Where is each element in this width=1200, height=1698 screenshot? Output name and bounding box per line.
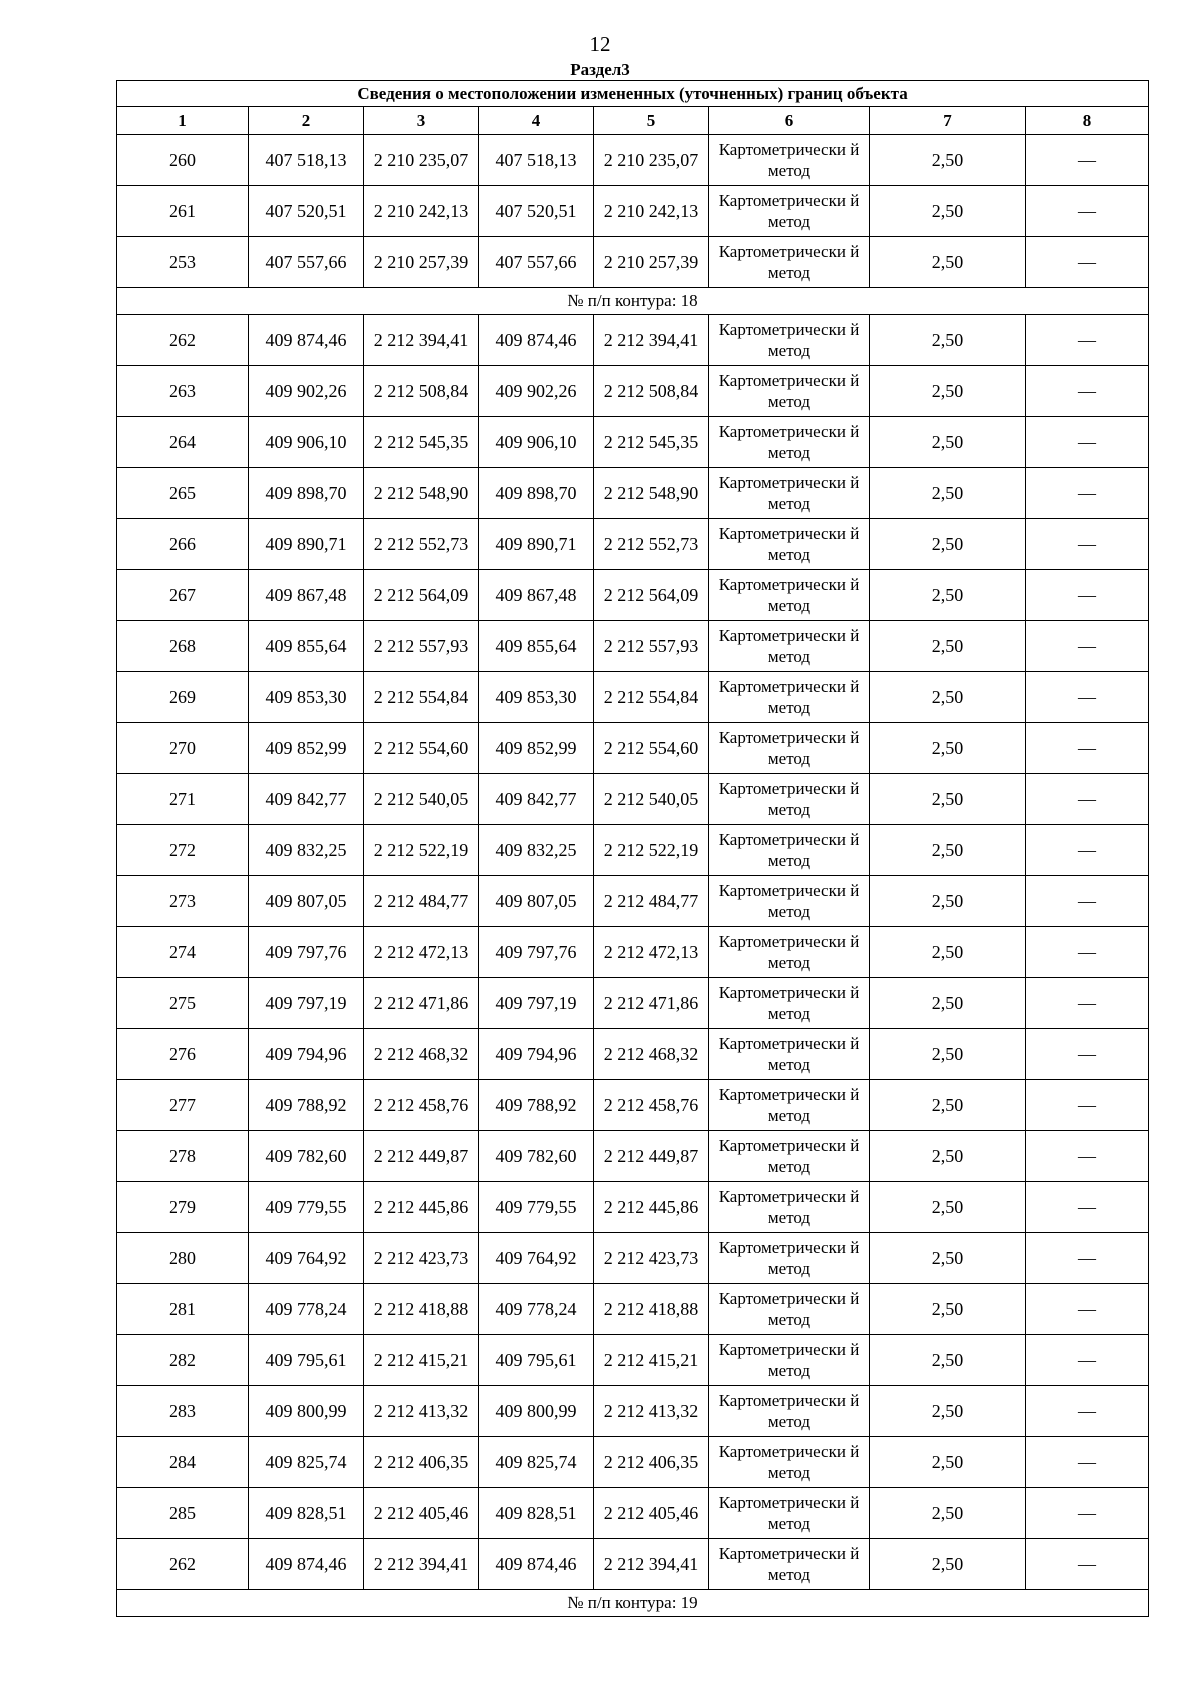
cell-x-old: 409 797,19	[249, 978, 364, 1029]
cell-y-old: 2 210 242,13	[364, 186, 479, 237]
cell-description: —	[1026, 1080, 1149, 1131]
cell-precision: 2,50	[870, 315, 1026, 366]
table-row	[117, 417, 1149, 468]
cell-precision: 2,50	[870, 1131, 1026, 1182]
cell-x-old: 409 797,76	[249, 927, 364, 978]
cell-point-number: 261	[117, 186, 249, 237]
section-title: Раздел3	[570, 60, 630, 79]
cell-method: Картометрически й метод	[709, 1233, 870, 1284]
cell-precision: 2,50	[870, 1488, 1026, 1539]
cell-point-number: 269	[117, 672, 249, 723]
cell-description: —	[1026, 672, 1149, 723]
cell-description: —	[1026, 570, 1149, 621]
cell-point-number: 272	[117, 825, 249, 876]
cell-precision: 2,50	[870, 519, 1026, 570]
table-row	[117, 366, 1149, 417]
cell-point-number: 285	[117, 1488, 249, 1539]
cell-y-old: 2 212 449,87	[364, 1131, 479, 1182]
cell-precision: 2,50	[870, 774, 1026, 825]
cell-description: —	[1026, 135, 1149, 186]
cell-precision: 2,50	[870, 237, 1026, 288]
cell-y-new: 2 210 235,07	[594, 135, 709, 186]
cell-point-number: 277	[117, 1080, 249, 1131]
table-row	[117, 1029, 1149, 1080]
cell-method: Картометрически й метод	[709, 570, 870, 621]
cell-x-new: 409 800,99	[479, 1386, 594, 1437]
cell-precision: 2,50	[870, 1233, 1026, 1284]
cell-precision: 2,50	[870, 825, 1026, 876]
cell-x-new: 407 557,66	[479, 237, 594, 288]
cell-y-new: 2 212 415,21	[594, 1335, 709, 1386]
cell-x-new: 409 782,60	[479, 1131, 594, 1182]
contour-row	[117, 1590, 1149, 1617]
cell-x-old: 409 800,99	[249, 1386, 364, 1437]
cell-y-old: 2 212 564,09	[364, 570, 479, 621]
cell-method: Картометрически й метод	[709, 417, 870, 468]
boundary-coordinates-table	[116, 80, 1149, 1617]
cell-x-old: 409 794,96	[249, 1029, 364, 1080]
cell-y-new: 2 210 257,39	[594, 237, 709, 288]
cell-method: Картометрически й метод	[709, 366, 870, 417]
cell-method: Картометрически й метод	[709, 468, 870, 519]
cell-y-new: 2 212 418,88	[594, 1284, 709, 1335]
cell-x-new: 409 779,55	[479, 1182, 594, 1233]
cell-precision: 2,50	[870, 1182, 1026, 1233]
cell-precision: 2,50	[870, 1080, 1026, 1131]
cell-y-new: 2 212 557,93	[594, 621, 709, 672]
cell-x-old: 409 867,48	[249, 570, 364, 621]
cell-y-old: 2 212 413,32	[364, 1386, 479, 1437]
cell-point-number: 268	[117, 621, 249, 672]
cell-description: —	[1026, 978, 1149, 1029]
cell-y-new: 2 212 458,76	[594, 1080, 709, 1131]
cell-method: Картометрически й метод	[709, 1029, 870, 1080]
cell-point-number: 274	[117, 927, 249, 978]
cell-method: Картометрически й метод	[709, 186, 870, 237]
cell-description: —	[1026, 1284, 1149, 1335]
cell-method: Картометрически й метод	[709, 1335, 870, 1386]
cell-point-number: 253	[117, 237, 249, 288]
cell-x-new: 409 890,71	[479, 519, 594, 570]
cell-point-number: 262	[117, 1539, 249, 1590]
cell-description: —	[1026, 1233, 1149, 1284]
cell-point-number: 284	[117, 1437, 249, 1488]
cell-x-old: 409 890,71	[249, 519, 364, 570]
cell-method: Картометрически й метод	[709, 1386, 870, 1437]
cell-description: —	[1026, 1437, 1149, 1488]
table-row	[117, 1131, 1149, 1182]
cell-description: —	[1026, 1029, 1149, 1080]
table-row	[117, 1437, 1149, 1488]
cell-precision: 2,50	[870, 1437, 1026, 1488]
cell-y-new: 2 212 552,73	[594, 519, 709, 570]
table-row	[117, 135, 1149, 186]
cell-x-new: 409 794,96	[479, 1029, 594, 1080]
table-row	[117, 1182, 1149, 1233]
cell-description: —	[1026, 366, 1149, 417]
cell-method: Картометрически й метод	[709, 1131, 870, 1182]
cell-description: —	[1026, 519, 1149, 570]
cell-x-new: 409 898,70	[479, 468, 594, 519]
cell-y-old: 2 212 540,05	[364, 774, 479, 825]
cell-y-old: 2 212 552,73	[364, 519, 479, 570]
column-header: 4	[479, 107, 594, 135]
cell-x-old: 409 906,10	[249, 417, 364, 468]
cell-y-old: 2 212 472,13	[364, 927, 479, 978]
cell-description: —	[1026, 1539, 1149, 1590]
column-header: 6	[709, 107, 870, 135]
table-row	[117, 1539, 1149, 1590]
cell-precision: 2,50	[870, 927, 1026, 978]
cell-x-old: 409 853,30	[249, 672, 364, 723]
table-row	[117, 825, 1149, 876]
cell-point-number: 264	[117, 417, 249, 468]
cell-description: —	[1026, 927, 1149, 978]
table-row	[117, 774, 1149, 825]
cell-method: Картометрически й метод	[709, 1437, 870, 1488]
cell-x-old: 409 807,05	[249, 876, 364, 927]
cell-y-old: 2 212 548,90	[364, 468, 479, 519]
cell-method: Картометрически й метод	[709, 1539, 870, 1590]
cell-x-new: 407 520,51	[479, 186, 594, 237]
cell-method: Картометрически й метод	[709, 774, 870, 825]
table-row	[117, 186, 1149, 237]
cell-method: Картометрически й метод	[709, 237, 870, 288]
table-row	[117, 978, 1149, 1029]
cell-point-number: 273	[117, 876, 249, 927]
cell-x-new: 409 874,46	[479, 315, 594, 366]
cell-y-old: 2 212 554,60	[364, 723, 479, 774]
table-row	[117, 468, 1149, 519]
cell-y-new: 2 212 554,84	[594, 672, 709, 723]
cell-x-old: 409 832,25	[249, 825, 364, 876]
cell-x-new: 409 855,64	[479, 621, 594, 672]
cell-description: —	[1026, 825, 1149, 876]
cell-method: Картометрически й метод	[709, 672, 870, 723]
cell-x-new: 407 518,13	[479, 135, 594, 186]
cell-y-new: 2 212 413,32	[594, 1386, 709, 1437]
cell-y-old: 2 212 471,86	[364, 978, 479, 1029]
cell-x-old: 409 855,64	[249, 621, 364, 672]
cell-method: Картометрически й метод	[709, 135, 870, 186]
contour-row	[117, 288, 1149, 315]
column-header-row	[117, 107, 1149, 135]
cell-y-new: 2 212 484,77	[594, 876, 709, 927]
cell-description: —	[1026, 723, 1149, 774]
cell-y-new: 2 212 540,05	[594, 774, 709, 825]
cell-description: —	[1026, 1131, 1149, 1182]
cell-x-new: 409 797,76	[479, 927, 594, 978]
cell-y-old: 2 212 484,77	[364, 876, 479, 927]
cell-precision: 2,50	[870, 1539, 1026, 1590]
cell-y-old: 2 212 415,21	[364, 1335, 479, 1386]
cell-y-old: 2 212 405,46	[364, 1488, 479, 1539]
cell-point-number: 260	[117, 135, 249, 186]
cell-precision: 2,50	[870, 417, 1026, 468]
cell-description: —	[1026, 621, 1149, 672]
cell-point-number: 267	[117, 570, 249, 621]
cell-method: Картометрически й метод	[709, 1284, 870, 1335]
cell-point-number: 280	[117, 1233, 249, 1284]
cell-x-new: 409 807,05	[479, 876, 594, 927]
cell-y-new: 2 212 405,46	[594, 1488, 709, 1539]
cell-precision: 2,50	[870, 1386, 1026, 1437]
cell-x-old: 409 764,92	[249, 1233, 364, 1284]
cell-precision: 2,50	[870, 1284, 1026, 1335]
column-header: 7	[870, 107, 1026, 135]
cell-precision: 2,50	[870, 876, 1026, 927]
cell-precision: 2,50	[870, 468, 1026, 519]
cell-x-old: 409 852,99	[249, 723, 364, 774]
cell-y-old: 2 210 235,07	[364, 135, 479, 186]
cell-precision: 2,50	[870, 135, 1026, 186]
cell-y-new: 2 212 564,09	[594, 570, 709, 621]
cell-description: —	[1026, 1488, 1149, 1539]
cell-method: Картометрически й метод	[709, 825, 870, 876]
cell-x-new: 409 842,77	[479, 774, 594, 825]
table-row	[117, 1080, 1149, 1131]
cell-x-old: 407 557,66	[249, 237, 364, 288]
cell-precision: 2,50	[870, 672, 1026, 723]
table-row	[117, 1233, 1149, 1284]
table-row	[117, 519, 1149, 570]
cell-x-old: 409 842,77	[249, 774, 364, 825]
table-caption: Сведения о местоположении измененных (уточненных) границ объекта	[117, 81, 1149, 107]
cell-y-old: 2 212 406,35	[364, 1437, 479, 1488]
cell-x-old: 409 788,92	[249, 1080, 364, 1131]
cell-point-number: 263	[117, 366, 249, 417]
table-body	[117, 135, 1149, 1617]
cell-y-old: 2 212 554,84	[364, 672, 479, 723]
cell-point-number: 270	[117, 723, 249, 774]
table-row	[117, 672, 1149, 723]
table-row	[117, 621, 1149, 672]
cell-x-old: 409 778,24	[249, 1284, 364, 1335]
cell-y-new: 2 212 548,90	[594, 468, 709, 519]
cell-y-old: 2 212 545,35	[364, 417, 479, 468]
cell-y-old: 2 212 445,86	[364, 1182, 479, 1233]
column-header: 3	[364, 107, 479, 135]
cell-x-new: 409 867,48	[479, 570, 594, 621]
cell-x-old: 409 898,70	[249, 468, 364, 519]
column-header: 8	[1026, 107, 1149, 135]
cell-y-old: 2 212 458,76	[364, 1080, 479, 1131]
cell-point-number: 262	[117, 315, 249, 366]
cell-y-new: 2 212 472,13	[594, 927, 709, 978]
cell-point-number: 278	[117, 1131, 249, 1182]
cell-description: —	[1026, 876, 1149, 927]
cell-point-number: 282	[117, 1335, 249, 1386]
table-row	[117, 927, 1149, 978]
cell-precision: 2,50	[870, 366, 1026, 417]
cell-x-old: 409 779,55	[249, 1182, 364, 1233]
cell-y-new: 2 212 423,73	[594, 1233, 709, 1284]
column-header: 5	[594, 107, 709, 135]
cell-x-old: 407 518,13	[249, 135, 364, 186]
cell-x-new: 409 906,10	[479, 417, 594, 468]
table-row	[117, 570, 1149, 621]
cell-x-old: 409 782,60	[249, 1131, 364, 1182]
cell-method: Картометрически й метод	[709, 927, 870, 978]
cell-x-old: 409 874,46	[249, 1539, 364, 1590]
cell-description: —	[1026, 1335, 1149, 1386]
cell-point-number: 279	[117, 1182, 249, 1233]
cell-description: —	[1026, 1182, 1149, 1233]
cell-x-new: 409 825,74	[479, 1437, 594, 1488]
cell-point-number: 283	[117, 1386, 249, 1437]
cell-x-old: 409 902,26	[249, 366, 364, 417]
cell-description: —	[1026, 186, 1149, 237]
cell-precision: 2,50	[870, 1335, 1026, 1386]
cell-precision: 2,50	[870, 621, 1026, 672]
cell-y-new: 2 212 545,35	[594, 417, 709, 468]
cell-x-new: 409 832,25	[479, 825, 594, 876]
cell-x-new: 409 795,61	[479, 1335, 594, 1386]
cell-description: —	[1026, 237, 1149, 288]
column-header: 2	[249, 107, 364, 135]
cell-method: Картометрически й метод	[709, 978, 870, 1029]
table-row	[117, 1386, 1149, 1437]
cell-x-new: 409 902,26	[479, 366, 594, 417]
table-row	[117, 1488, 1149, 1539]
table-caption-row	[117, 81, 1149, 107]
cell-precision: 2,50	[870, 723, 1026, 774]
cell-y-old: 2 212 522,19	[364, 825, 479, 876]
cell-method: Картометрически й метод	[709, 1182, 870, 1233]
cell-point-number: 266	[117, 519, 249, 570]
cell-x-new: 409 764,92	[479, 1233, 594, 1284]
cell-x-new: 409 778,24	[479, 1284, 594, 1335]
cell-precision: 2,50	[870, 570, 1026, 621]
cell-method: Картометрически й метод	[709, 315, 870, 366]
cell-y-old: 2 212 418,88	[364, 1284, 479, 1335]
cell-y-new: 2 212 394,41	[594, 1539, 709, 1590]
cell-description: —	[1026, 774, 1149, 825]
page-number: 12	[589, 32, 611, 56]
cell-precision: 2,50	[870, 186, 1026, 237]
table-row	[117, 315, 1149, 366]
table-row	[117, 876, 1149, 927]
cell-method: Картометрически й метод	[709, 1080, 870, 1131]
cell-y-new: 2 212 449,87	[594, 1131, 709, 1182]
cell-y-old: 2 210 257,39	[364, 237, 479, 288]
cell-y-new: 2 212 522,19	[594, 825, 709, 876]
column-header: 1	[117, 107, 249, 135]
cell-description: —	[1026, 417, 1149, 468]
contour-label: № п/п контура: 19	[117, 1590, 1149, 1617]
cell-precision: 2,50	[870, 1029, 1026, 1080]
cell-x-new: 409 788,92	[479, 1080, 594, 1131]
cell-point-number: 271	[117, 774, 249, 825]
cell-description: —	[1026, 1386, 1149, 1437]
table-row	[117, 1335, 1149, 1386]
cell-point-number: 275	[117, 978, 249, 1029]
cell-method: Картометрически й метод	[709, 1488, 870, 1539]
cell-point-number: 265	[117, 468, 249, 519]
cell-x-old: 409 874,46	[249, 315, 364, 366]
cell-x-new: 409 828,51	[479, 1488, 594, 1539]
cell-description: —	[1026, 315, 1149, 366]
cell-x-new: 409 852,99	[479, 723, 594, 774]
cell-y-new: 2 212 468,32	[594, 1029, 709, 1080]
contour-label: № п/п контура: 18	[117, 288, 1149, 315]
cell-y-new: 2 210 242,13	[594, 186, 709, 237]
cell-y-new: 2 212 406,35	[594, 1437, 709, 1488]
cell-precision: 2,50	[870, 978, 1026, 1029]
cell-y-old: 2 212 557,93	[364, 621, 479, 672]
cell-x-old: 407 520,51	[249, 186, 364, 237]
cell-x-old: 409 795,61	[249, 1335, 364, 1386]
cell-method: Картометрически й метод	[709, 723, 870, 774]
cell-method: Картометрически й метод	[709, 876, 870, 927]
cell-y-old: 2 212 468,32	[364, 1029, 479, 1080]
cell-y-old: 2 212 423,73	[364, 1233, 479, 1284]
cell-y-old: 2 212 394,41	[364, 1539, 479, 1590]
cell-x-old: 409 825,74	[249, 1437, 364, 1488]
cell-y-new: 2 212 508,84	[594, 366, 709, 417]
cell-x-new: 409 797,19	[479, 978, 594, 1029]
cell-y-old: 2 212 508,84	[364, 366, 479, 417]
cell-y-new: 2 212 394,41	[594, 315, 709, 366]
cell-y-new: 2 212 471,86	[594, 978, 709, 1029]
cell-method: Картометрически й метод	[709, 519, 870, 570]
cell-x-old: 409 828,51	[249, 1488, 364, 1539]
cell-description: —	[1026, 468, 1149, 519]
table-row	[117, 237, 1149, 288]
cell-method: Картометрически й метод	[709, 621, 870, 672]
table-row	[117, 723, 1149, 774]
table-row	[117, 1284, 1149, 1335]
cell-x-new: 409 874,46	[479, 1539, 594, 1590]
cell-y-old: 2 212 394,41	[364, 315, 479, 366]
cell-point-number: 276	[117, 1029, 249, 1080]
cell-y-new: 2 212 445,86	[594, 1182, 709, 1233]
cell-y-new: 2 212 554,60	[594, 723, 709, 774]
cell-point-number: 281	[117, 1284, 249, 1335]
cell-x-new: 409 853,30	[479, 672, 594, 723]
